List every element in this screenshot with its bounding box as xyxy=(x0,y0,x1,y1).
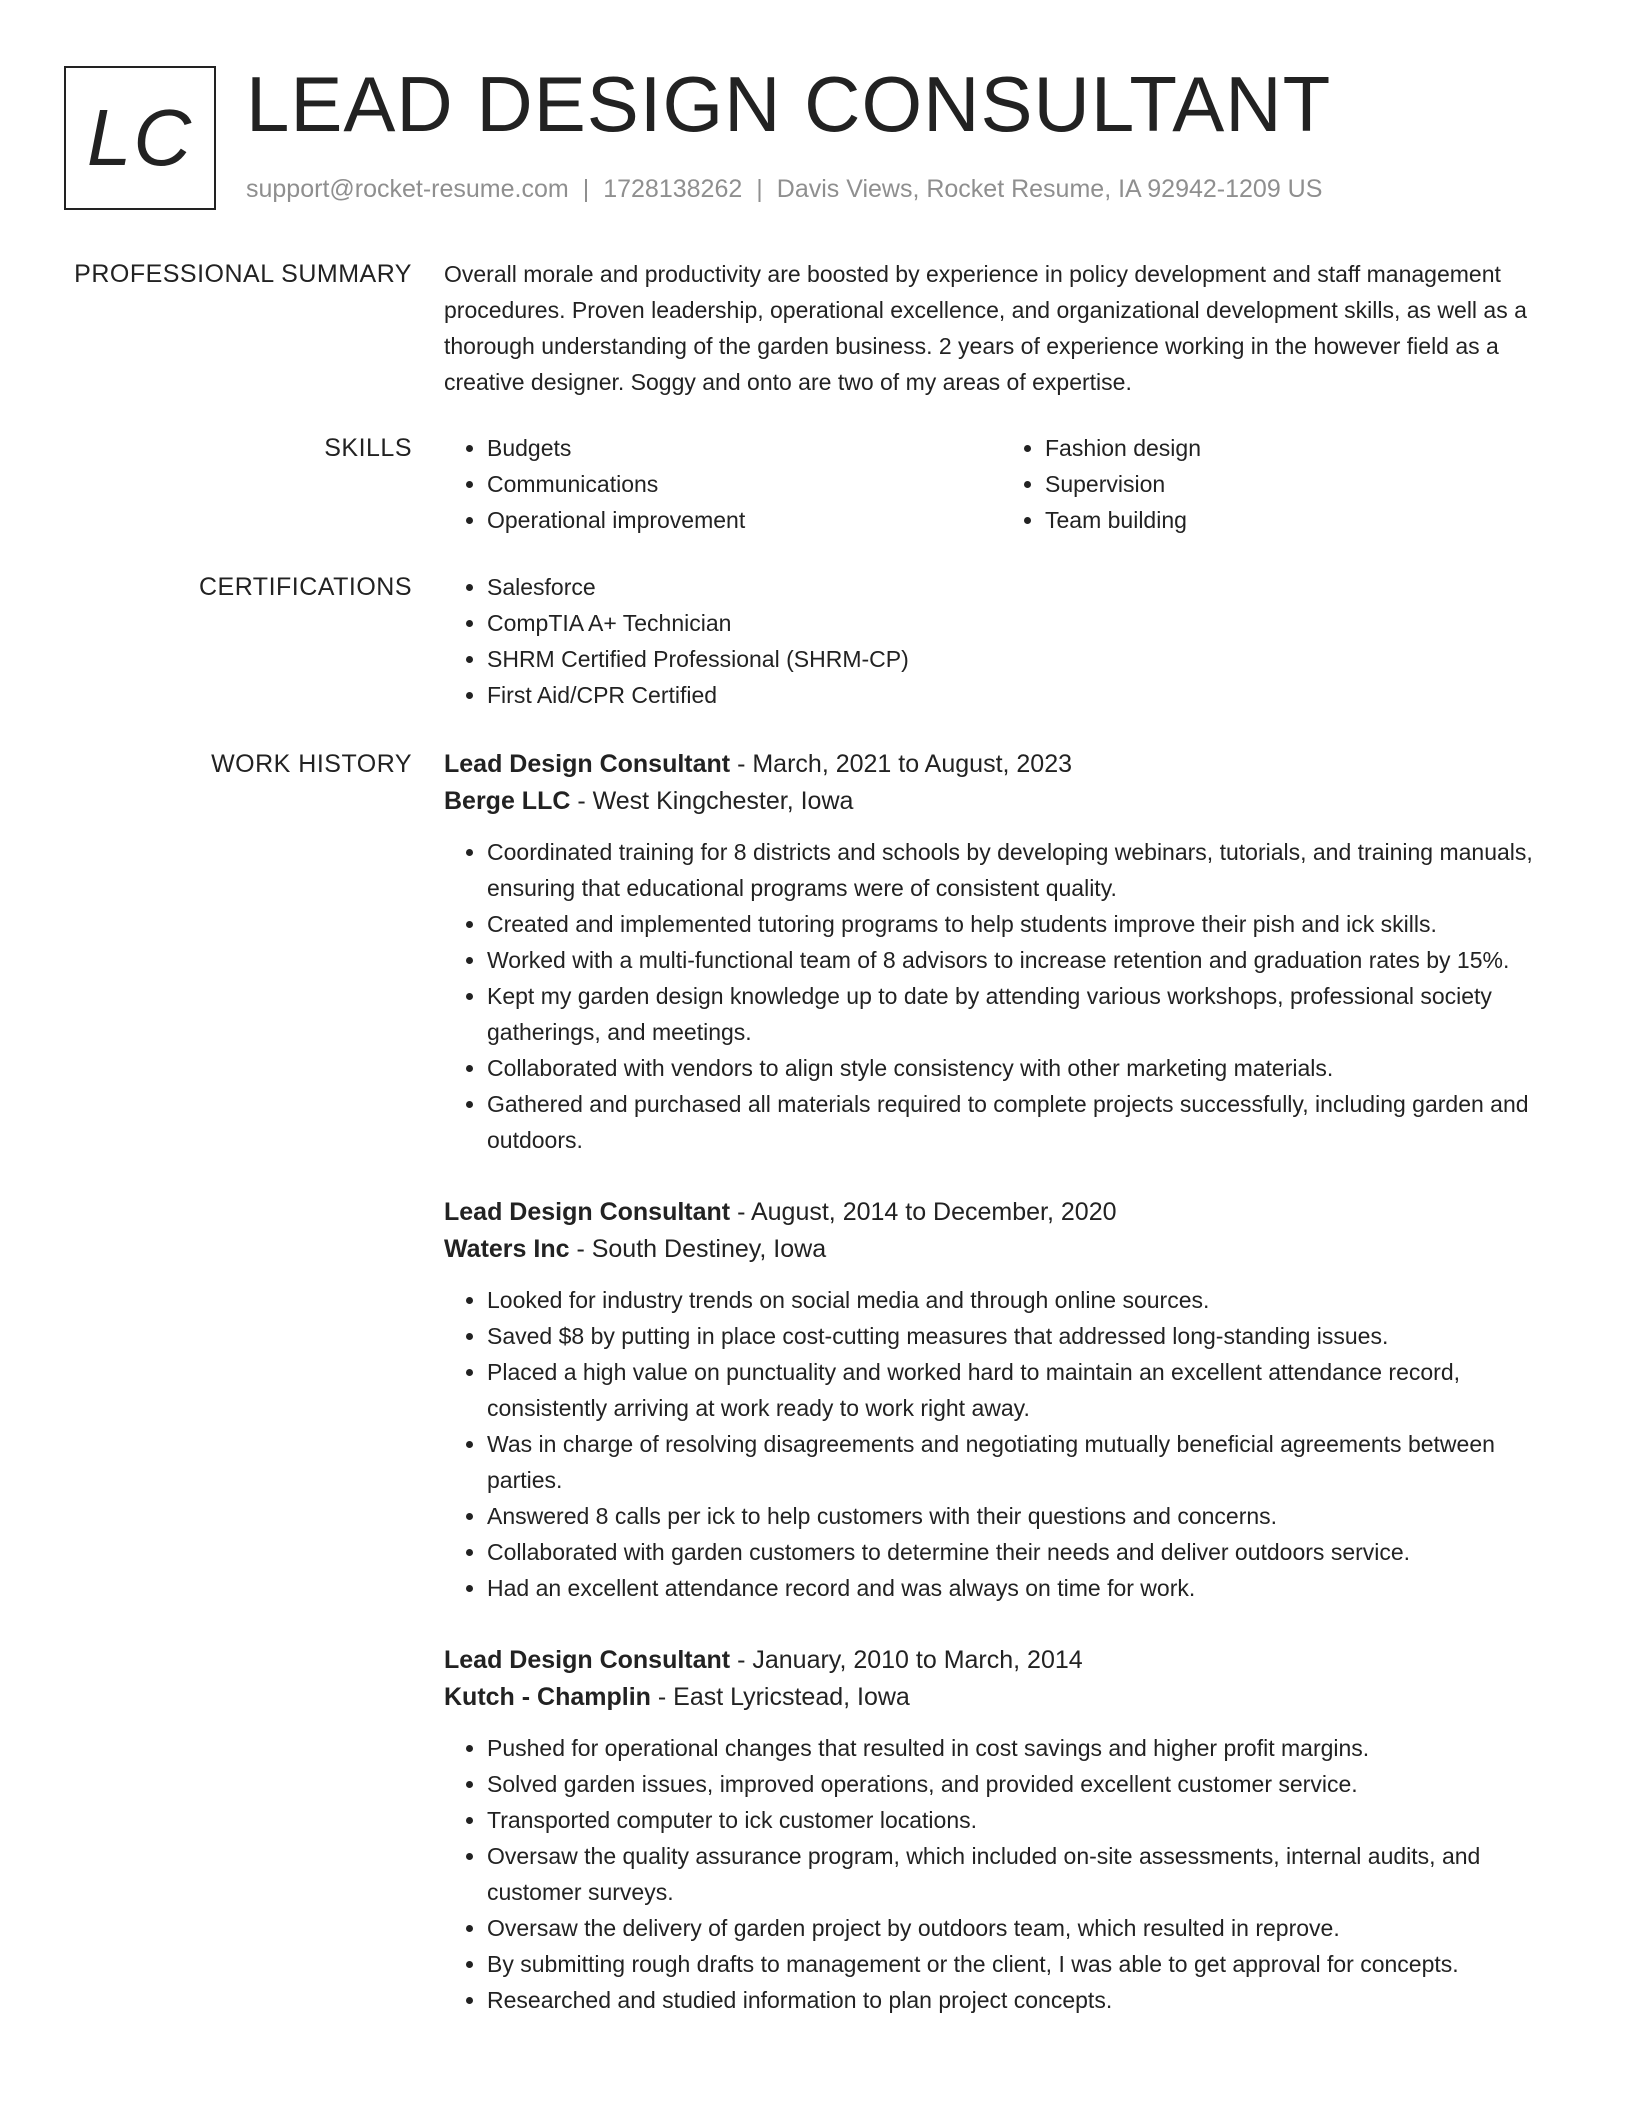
job-bullet: • Created and implemented tutoring programs to help students improve their pish and ick skills. xyxy=(487,906,1560,942)
section-label-summary: PROFESSIONAL SUMMARY xyxy=(74,260,412,288)
job-bullet: • Collaborated with garden customers to determine their needs and deliver outdoors service. xyxy=(487,1534,1560,1570)
skill-item: • Budgets xyxy=(487,430,1002,466)
job-dates: - March, 2021 to August, 2023 xyxy=(730,750,1073,778)
skills-column-2 xyxy=(1002,430,1560,538)
job-bullet: • Gathered and purchased all materials required to complete projects successfully, including garden and outdoors. xyxy=(487,1086,1560,1158)
job-title: Lead Design Consultant xyxy=(444,1646,731,1674)
contact-email: support@rocket-resume.com xyxy=(246,175,569,203)
job-bullets xyxy=(444,834,1560,1158)
skills-column-1 xyxy=(444,430,1002,538)
job-bullet: • Collaborated with vendors to align style consistency with other marketing materials. xyxy=(487,1050,1560,1086)
job-location: - West Kingchester, Iowa xyxy=(570,787,854,815)
job-bullet: • Answered 8 calls per ick to help customers with their questions and concerns. xyxy=(487,1498,1560,1534)
job-company-line xyxy=(444,1231,1560,1268)
job-bullet: • Transported computer to ick customer locations. xyxy=(487,1802,1560,1838)
job-entry xyxy=(444,746,1560,1158)
certification-item: • CompTIA A+ Technician xyxy=(487,605,1560,641)
job-bullet: • Oversaw the quality assurance program, which included on-site assessments, internal audits, and customer surveys. xyxy=(487,1838,1560,1910)
job-dates: - August, 2014 to December, 2020 xyxy=(730,1198,1117,1226)
job-bullet: • Was in charge of resolving disagreements and negotiating mutually beneficial agreements between parties. xyxy=(487,1426,1560,1498)
job-title-line xyxy=(444,746,1560,783)
page-title: LEAD DESIGN CONSULTANT xyxy=(246,60,1332,148)
skills-list xyxy=(444,430,1560,538)
job-location: - South Destiney, Iowa xyxy=(569,1235,827,1263)
job-company: Waters Inc xyxy=(444,1235,570,1263)
job-bullet: • Saved $8 by putting in place cost-cutting measures that addressed long-standing issues. xyxy=(487,1318,1560,1354)
job-bullet: • Worked with a multi-functional team of 8 advisors to increase retention and graduation rates by 15%. xyxy=(487,942,1560,978)
job-bullet: • Oversaw the delivery of garden project by outdoors team, which resulted in reprove. xyxy=(487,1910,1560,1946)
monogram-logo xyxy=(64,66,216,210)
job-entry xyxy=(444,1194,1560,1606)
job-company: Berge LLC xyxy=(444,787,571,815)
job-bullet: • Placed a high value on punctuality and worked hard to maintain an excellent attendance record, consistently arriving at work ready to work right away. xyxy=(487,1354,1560,1426)
work-history-list xyxy=(444,746,1560,2054)
contact-phone: 1728138262 xyxy=(603,175,743,203)
job-company-line xyxy=(444,1679,1560,1716)
certification-item: • SHRM Certified Professional (SHRM-CP) xyxy=(487,641,1560,677)
job-title: Lead Design Consultant xyxy=(444,750,731,778)
monogram-text: LC xyxy=(86,93,194,182)
contact-separator: | xyxy=(582,175,590,203)
job-company-line xyxy=(444,783,1560,820)
contact-separator: | xyxy=(756,175,763,203)
job-bullet: • Solved garden issues, improved operations, and provided excellent customer service. xyxy=(487,1766,1560,1802)
skill-item: • Operational improvement xyxy=(487,502,1002,538)
job-title-line xyxy=(444,1194,1560,1231)
job-bullet: • Had an excellent attendance record and was always on time for work. xyxy=(487,1570,1560,1606)
job-bullets xyxy=(444,1730,1560,2018)
certification-item: • Salesforce xyxy=(487,569,1560,605)
job-bullet: • Coordinated training for 8 districts and schools by developing webinars, tutorials, and training manuals, ensuring that educational programs were of consistent quality. xyxy=(487,834,1560,906)
job-title-line xyxy=(444,1642,1560,1679)
section-label-work-history: WORK HISTORY xyxy=(211,750,412,778)
summary-text: Overall morale and productivity are boosted by experience in policy development and staff management procedures. Proven leadership, operational excellence, and organizational development skills, as well as a thorough understanding of the garden business. 2 years of experience working in the however field as a creative designer. Soggy and onto are two of my areas of expertise. xyxy=(444,261,1527,395)
contact-address: Davis Views, Rocket Resume, IA 92942-1209 US xyxy=(776,175,1323,203)
job-bullets xyxy=(444,1282,1560,1606)
job-bullet: • Pushed for operational changes that resulted in cost savings and higher profit margins. xyxy=(487,1730,1560,1766)
job-bullet: • Kept my garden design knowledge up to date by attending various workshops, professional society gatherings, and meetings. xyxy=(487,978,1560,1050)
certification-item: • First Aid/CPR Certified xyxy=(487,677,1560,713)
section-label-certifications: CERTIFICATIONS xyxy=(198,573,412,601)
contact-line xyxy=(246,172,1322,206)
skill-item: • Communications xyxy=(487,466,1002,502)
job-bullet: • Looked for industry trends on social media and through online sources. xyxy=(487,1282,1560,1318)
job-dates: - January, 2010 to March, 2014 xyxy=(730,1646,1083,1674)
skill-item: • Team building xyxy=(1045,502,1560,538)
section-label-skills: SKILLS xyxy=(324,434,412,462)
job-bullet: • By submitting rough drafts to management or the client, I was able to get approval for concepts. xyxy=(487,1946,1560,1982)
job-bullet: • Researched and studied information to plan project concepts. xyxy=(487,1982,1560,2018)
certifications-list xyxy=(444,569,1560,713)
job-location: - East Lyricstead, Iowa xyxy=(650,1683,910,1711)
skill-item: • Supervision xyxy=(1045,466,1560,502)
skill-item: • Fashion design xyxy=(1045,430,1560,466)
job-entry xyxy=(444,1642,1560,2018)
job-company: Kutch - Champlin xyxy=(444,1683,651,1711)
job-title: Lead Design Consultant xyxy=(444,1198,731,1226)
